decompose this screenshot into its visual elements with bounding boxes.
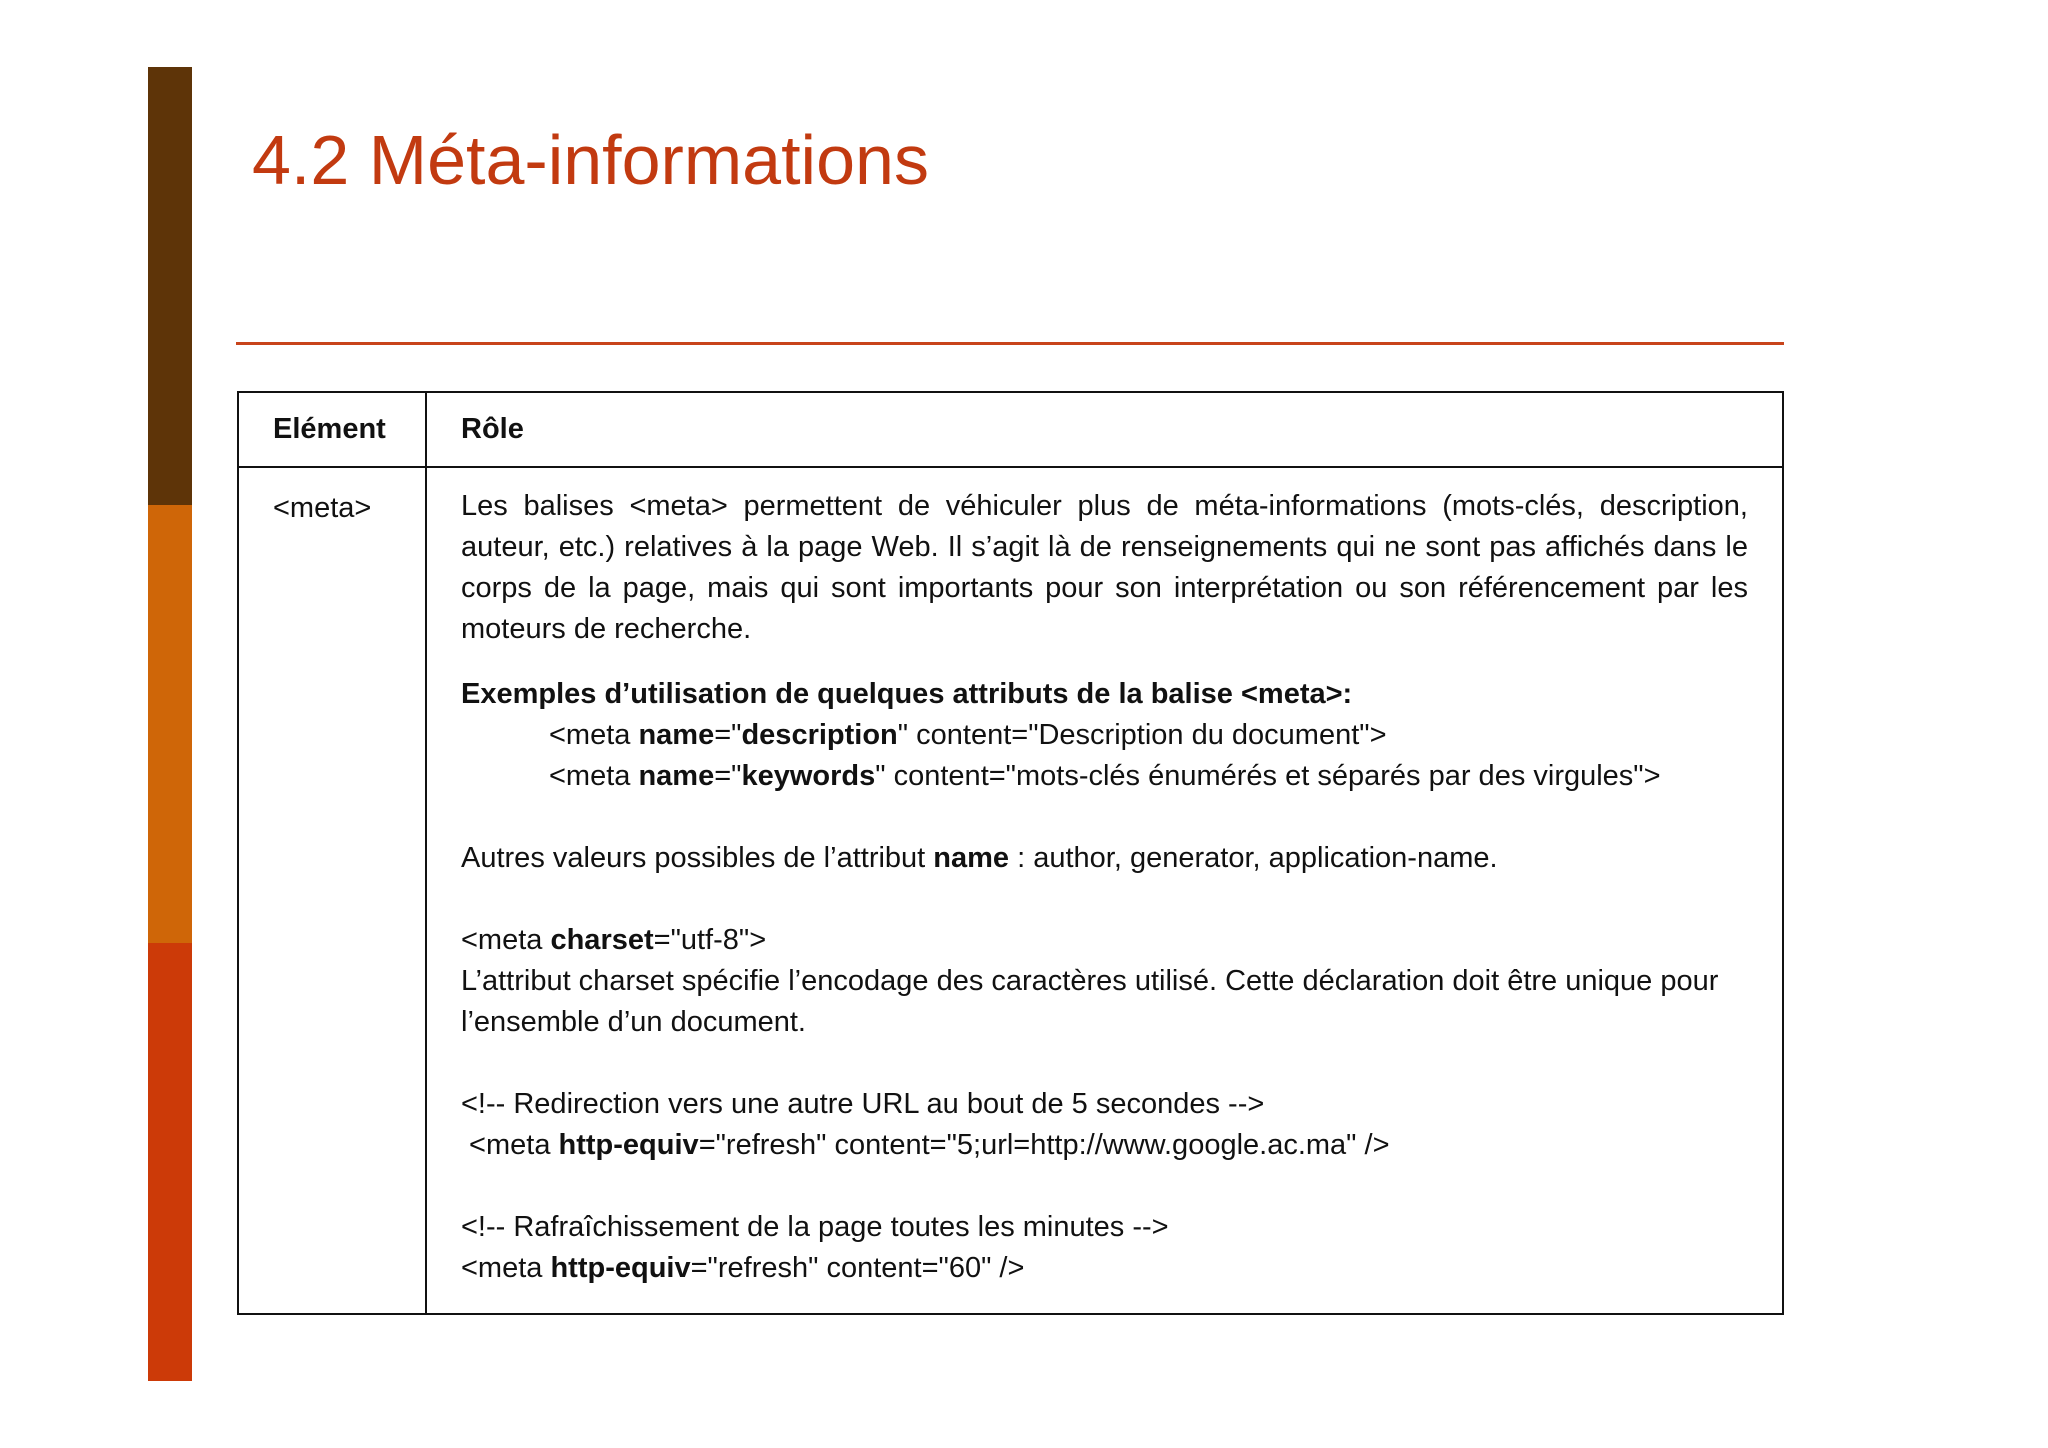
examples-heading: Exemples d’utilisation de quelques attributs de la balise <meta>: bbox=[461, 678, 1353, 710]
refresh-tag: <meta http-equiv="refresh" content="60" /> bbox=[461, 1252, 1025, 1284]
header-role: Rôle bbox=[426, 392, 1783, 467]
charset-tag: <meta charset="utf-8"> bbox=[461, 924, 767, 956]
other-values: Autres valeurs possibles de l’attribut name : author, generator, application-name. bbox=[461, 842, 1498, 874]
table-header-row bbox=[238, 392, 1783, 467]
meta-table bbox=[237, 391, 1784, 1315]
redirect-tag: <meta http-equiv="refresh" content="5;url=http://www.google.ac.ma" /> bbox=[461, 1129, 1390, 1161]
table-row bbox=[238, 467, 1783, 1314]
intro-paragraph: Les balises <meta> permettent de véhiculer plus de méta-informations (mots-clés, description, auteur, etc.) relatives à la page Web. Il s’agit là de renseignements qui ne sont pas affichés dans le corps de la page, mais qui sont importants pour son interprétation ou son référencement par les moteurs de recherche. bbox=[461, 490, 1748, 645]
redirect-comment: <!-- Redirection vers une autre URL au bout de 5 secondes --> bbox=[461, 1088, 1265, 1120]
cell-element: <meta> bbox=[238, 467, 426, 1314]
header-element: Elément bbox=[238, 392, 426, 467]
refresh-comment: <!-- Rafraîchissement de la page toutes les minutes --> bbox=[461, 1211, 1169, 1243]
decor-bar-brown bbox=[148, 67, 192, 505]
example-description: <meta name="description" content="Description du document"> bbox=[549, 719, 1387, 751]
charset-description: L’attribut charset spécifie l’encodage des caractères utilisé. Cette déclaration doit être unique pour l’ensemble d’un document. bbox=[461, 965, 1719, 1038]
title-rule bbox=[236, 342, 1784, 345]
decor-bar-red bbox=[148, 943, 192, 1381]
slide-title: 4.2 Méta-informations bbox=[252, 121, 929, 199]
cell-role bbox=[426, 467, 1783, 1314]
example-keywords: <meta name="keywords" content="mots-clés énumérés et séparés par des virgules"> bbox=[549, 760, 1661, 792]
decor-bar-orange bbox=[148, 505, 192, 943]
